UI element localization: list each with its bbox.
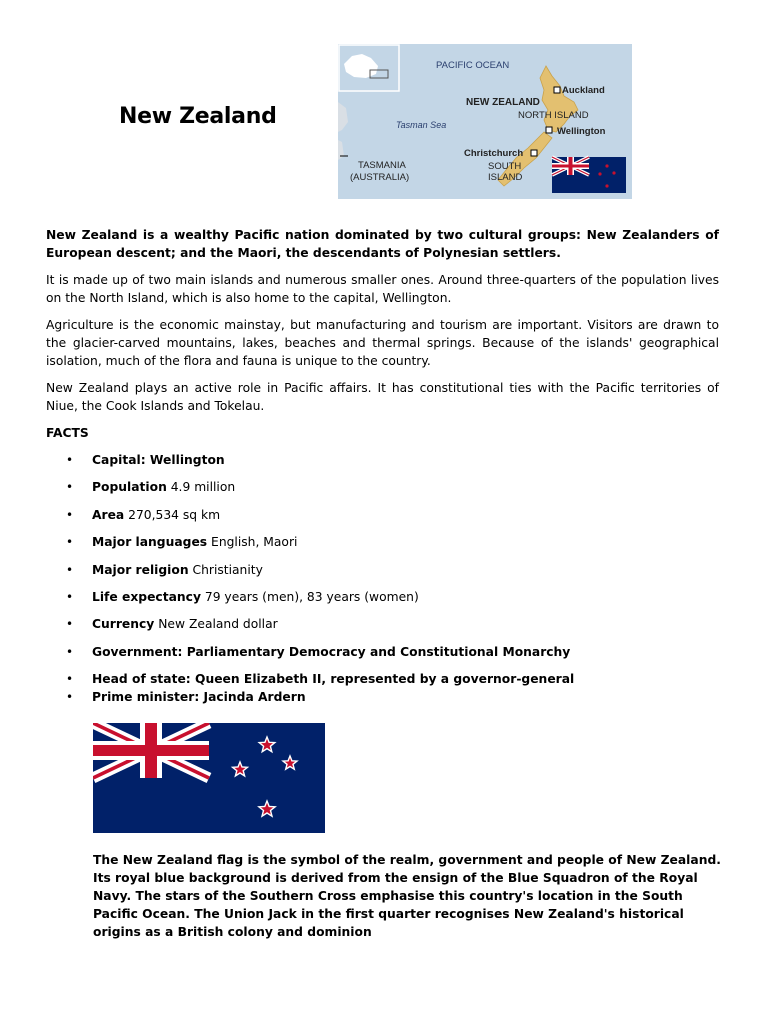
article-body <box>46 226 719 706</box>
fact-religion: • Major religion Christianity <box>66 562 263 577</box>
bullet-icon: • <box>66 672 74 687</box>
bullet-icon: • <box>66 589 74 604</box>
map-city-christchurch: Christchurch <box>464 148 524 159</box>
facts-list <box>46 451 719 706</box>
bullet-icon: • <box>66 690 74 705</box>
facts-heading: FACTS <box>46 426 89 440</box>
fact-languages: • Major languages English, Maori <box>66 535 298 550</box>
bullet-icon: • <box>66 507 74 522</box>
bullet-icon: • <box>66 562 74 577</box>
fact-prime-minister: • Prime minister: Jacinda Ardern <box>66 690 306 705</box>
page-title: New Zealand <box>119 104 277 129</box>
new-zealand-map <box>338 44 632 199</box>
map-north-island-label: NORTH ISLAND <box>518 110 589 121</box>
fact-population: • Population 4.9 million <box>66 480 236 495</box>
fact-life-expectancy: • Life expectancy 79 years (men), 83 years (women) <box>66 589 419 604</box>
paragraph-islands: It is made up of two main islands and numerous smaller ones. Around three-quarters of the population lives on the North Island, which is also home to the capital, Wellington. <box>46 273 719 305</box>
intro-paragraph: New Zealand is a wealthy Pacific nation dominated by two cultural groups: New Zealanders of European descent; and the Maori, the descendants of Polynesian settlers. <box>46 228 719 260</box>
map-city-wellington: Wellington <box>557 126 606 137</box>
fact-head-of-state: • Head of state: Queen Elizabeth II, represented by a governor-general <box>66 672 575 687</box>
map-country-label: NEW ZEALAND <box>466 97 540 108</box>
map-city-auckland: Auckland <box>562 85 605 96</box>
bullet-icon: • <box>66 480 74 495</box>
fact-government: • Government: Parliamentary Democracy and Constitutional Monarchy <box>66 644 571 659</box>
flag-caption: The New Zealand flag is the symbol of the realm, government and people of New Zealand. Its royal blue background is derived from the ensign of the Blue Squadron of the Royal Navy. The stars of the Southern Cross emphasise this country's location in the South Pacific Ocean. The Union Jack in the first quarter recognises New Zealand's historical origins as a British colony and dominion <box>93 853 721 939</box>
map-tasmania-label-1: TASMANIA <box>358 160 406 171</box>
map-south-island-label-1: SOUTH <box>488 161 522 172</box>
map-tasmania-label-2: (AUSTRALIA) <box>350 172 410 183</box>
new-zealand-flag <box>93 723 325 833</box>
fact-currency: • Currency New Zealand dollar <box>66 617 278 632</box>
map-south-island-label-2: ISLAND <box>488 172 523 183</box>
paragraph-affairs: New Zealand plays an active role in Pacific affairs. It has constitutional ties with the Pacific territories of Niue, the Cook Islands and Tokelau. <box>46 381 719 413</box>
bullet-icon: • <box>66 644 74 659</box>
fact-area: • Area 270,534 sq km <box>66 507 221 522</box>
map-sea-label: Tasman Sea <box>396 120 447 130</box>
bullet-icon: • <box>66 617 74 632</box>
bullet-icon: • <box>66 535 74 550</box>
bullet-icon: • <box>66 453 74 467</box>
paragraph-economy: Agriculture is the economic mainstay, but manufacturing and tourism are important. Visitors are drawn to the glacier-carved mountains, lakes, beaches and thermal springs. Because of the islands' geographical isolation, much of the flora and fauna is unique to the country. <box>46 318 719 368</box>
map-ocean-label: PACIFIC OCEAN <box>436 60 510 71</box>
fact-capital: • Capital: Wellington <box>66 453 225 467</box>
map-flag-icon <box>552 157 626 193</box>
